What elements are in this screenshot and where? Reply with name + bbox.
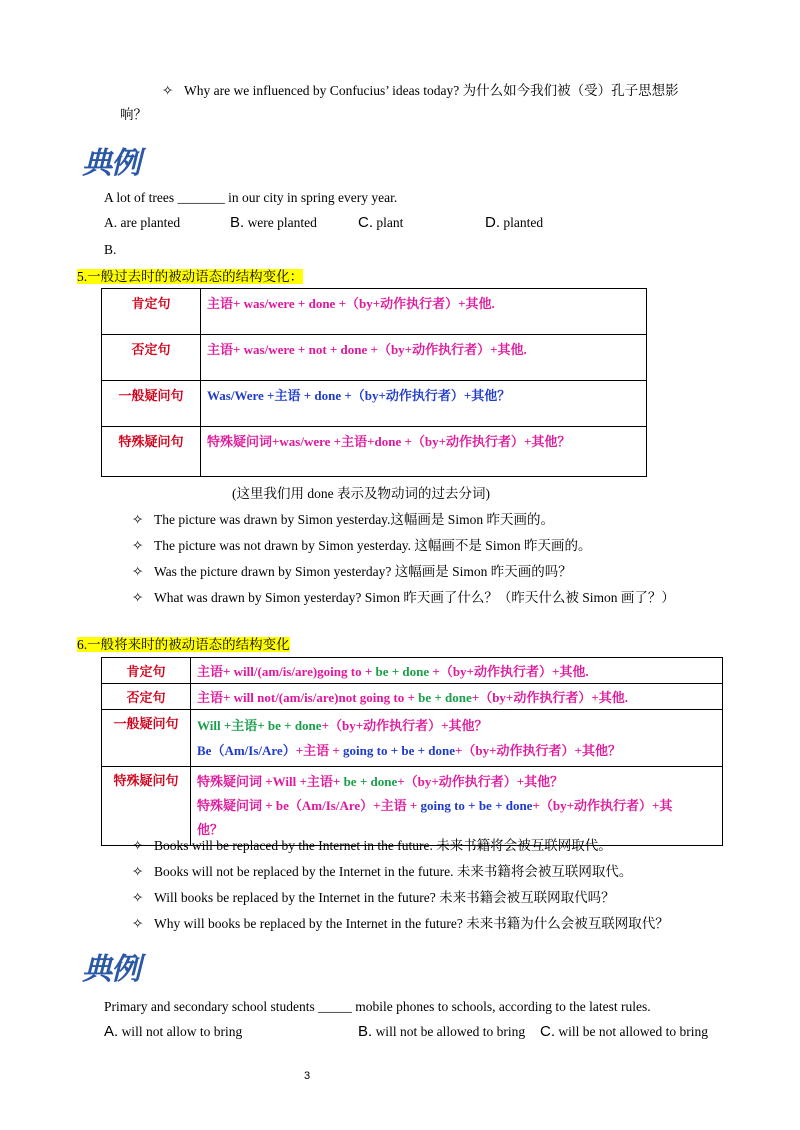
bullet-item: ✧ Will books be replaced by the Internet in the future? 未来书籍会被互联网取代吗？	[132, 890, 615, 905]
diamond-bullet-icon: ✧	[132, 916, 144, 931]
option-d: D. planted	[485, 214, 544, 231]
row-formula: 主语+ was/were + done +（by+动作执行者）+其他.	[201, 289, 647, 335]
row-formula: Was/Were +主语 + done +（by+动作执行者）+其他？	[201, 381, 647, 427]
option-b: B. were planted	[230, 214, 317, 231]
bullet-item: ✧ Why will books be replaced by the Internet in the future? 未来书籍为什么会被互联网取代？	[132, 916, 669, 931]
row-formula: 主语+ will/(am/is/are)going to + be + done +（by+动作执行者）+其他.	[191, 658, 723, 684]
bullet-item	[162, 79, 679, 99]
row-formula: 主语+ will not/(am/is/are)not going to + be + done+（by+动作执行者）+其他.	[191, 684, 723, 710]
option-a: A. are planted	[104, 215, 181, 230]
option-c: C. will be not allowed to bring	[540, 1023, 708, 1040]
row-formula: 特殊疑问词 +Will +主语+ be + done+（by+动作执行者）+其他？ 特殊疑问词 + be（Am/Is/Are）+主语 + going to + be + done+（by+动作执行者）+其 他？	[191, 767, 723, 846]
structure-table	[101, 657, 723, 846]
bullet-item: ✧ The picture was drawn by Simon yesterday.这幅画是 Simon 昨天画的。	[132, 512, 554, 527]
bullet-item: ✧ Books will be replaced by the Internet in the future. 未来书籍将会被互联网取代。	[132, 838, 612, 853]
structure-table	[101, 288, 647, 477]
row-label: 肯定句	[102, 658, 191, 684]
diamond-bullet-icon: ✧	[132, 512, 144, 527]
option-b: B. will not be allowed to bring	[358, 1023, 526, 1040]
row-label: 特殊疑问句	[102, 427, 201, 477]
diamond-bullet-icon: ✧	[162, 83, 174, 98]
diamond-bullet-icon: ✧	[132, 838, 144, 853]
diamond-bullet-icon: ✧	[132, 538, 144, 553]
bullet-text-continued: 响？	[120, 107, 147, 122]
option-a: A. will not allow to bring	[104, 1023, 243, 1040]
row-label: 一般疑问句	[102, 710, 191, 767]
diamond-bullet-icon: ✧	[132, 864, 144, 879]
row-formula: 特殊疑问词+was/were +主语+done +（by+动作执行者）+其他？	[201, 427, 647, 477]
bullet-item: ✧ Books will not be replaced by the Internet in the future. 未来书籍将会被互联网取代。	[132, 864, 633, 879]
row-label: 否定句	[102, 684, 191, 710]
diamond-bullet-icon: ✧	[132, 890, 144, 905]
page-number: 3	[304, 1070, 311, 1082]
example-question: A lot of trees _______ in our city in spring every year.	[104, 190, 398, 205]
bullet-item: ✧ Was the picture drawn by Simon yesterday? 这幅画是 Simon 昨天画的吗？	[132, 564, 572, 579]
bullet-item: ✧ The picture was not drawn by Simon yesterday. 这幅画不是 Simon 昨天画的。	[132, 538, 592, 553]
row-formula: Will +主语+ be + done+（by+动作执行者）+其他？ Be（Am/Is/Are）+主语 + going to + be + done+（by+动作执行者）+其他？	[191, 710, 723, 767]
example-question: Primary and secondary school students _____ mobile phones to schools, according to the latest rules.	[104, 999, 651, 1014]
diamond-bullet-icon: ✧	[132, 564, 144, 579]
option-c: C. plant	[358, 214, 404, 231]
row-label: 一般疑问句	[102, 381, 201, 427]
row-label: 否定句	[102, 335, 201, 381]
table-note: (这里我们用 done 表示及物动词的过去分词)	[232, 486, 490, 501]
example-logo: 典例	[82, 952, 140, 987]
section-heading: 5.一般过去时的被动语态的结构变化：	[77, 269, 304, 284]
section-heading: 6.一般将来时的被动语态的结构变化	[77, 637, 290, 652]
row-formula: 主语+ was/were + not + done +（by+动作执行者）+其他.	[201, 335, 647, 381]
answer: B.	[104, 242, 117, 257]
row-label: 特殊疑问句	[102, 767, 191, 846]
row-label: 肯定句	[102, 289, 201, 335]
bullet-text: Why are we influenced by Confucius’ ideas today? 为什么如今我们被（受）孔子思想影	[184, 83, 679, 98]
diamond-bullet-icon: ✧	[132, 590, 144, 605]
bullet-item: ✧ What was drawn by Simon yesterday? Simon 昨天画了什么？（昨天什么被 Simon 画了？）	[132, 590, 675, 605]
example-logo: 典例	[82, 146, 140, 181]
